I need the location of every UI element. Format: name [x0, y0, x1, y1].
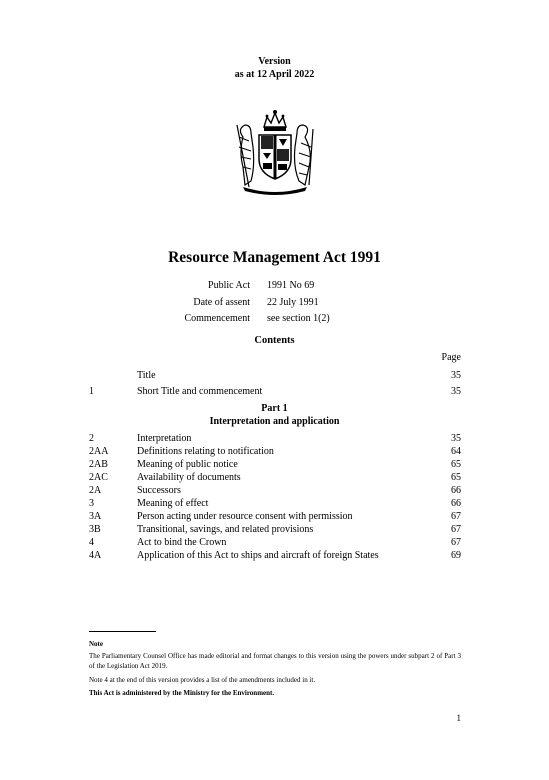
meta-label: Date of assent: [193, 296, 250, 308]
entry-label: Interpretation: [137, 433, 192, 444]
meta-value: 22 July 1991: [267, 296, 319, 308]
entry-number: 3: [89, 498, 94, 509]
entry-label: Successors: [137, 485, 181, 496]
meta-row-date-of-assent: [0, 295, 549, 312]
part-number: Part 1: [261, 403, 288, 414]
version-header: [0, 55, 549, 81]
entry-page: 67: [451, 511, 461, 522]
entry-page: 66: [451, 498, 461, 509]
version-date: as at 12 April 2022: [234, 69, 315, 80]
meta-label: Public Act: [208, 280, 250, 291]
contents-heading: Contents: [254, 335, 295, 346]
entry-number: [89, 369, 137, 382]
page-number: 1: [456, 713, 461, 723]
entry-label: Definitions relating to notification: [137, 446, 274, 457]
coat-of-arms-icon: [229, 107, 321, 195]
note-amendments-text: Note 4 at the end of this version provides a list of the amendments included in it.: [89, 676, 316, 684]
act-title: Resource Management Act 1991: [168, 249, 381, 266]
contents-entry-2ab[interactable]: [89, 458, 461, 471]
entry-page: 65: [451, 459, 461, 470]
page-column-heading: Page: [441, 352, 461, 363]
entry-number: 3B: [89, 524, 101, 535]
entry-label: Application of this Act to ships and aircraft of foreign States: [137, 550, 379, 561]
entry-label: Meaning of public notice: [137, 459, 238, 470]
contents-entry-4[interactable]: [89, 536, 461, 549]
contents-entry-4a[interactable]: [89, 549, 461, 562]
contents-entry-title[interactable]: [89, 369, 461, 382]
entry-page: 67: [451, 537, 461, 548]
note-editorial-text: The Parliamentary Counsel Office has made editorial and format changes to this version using the powers under subpart 2 of Part 3 of the Legislation Act 2019.: [89, 652, 461, 670]
entry-label: Availability of documents: [137, 472, 241, 483]
entry-page: 35: [451, 370, 461, 381]
contents-entry-2a[interactable]: [89, 484, 461, 497]
contents-entry-1[interactable]: [89, 385, 461, 398]
part-title: Interpretation and application: [209, 416, 340, 427]
entry-label: Person acting under resource consent with permission: [137, 511, 353, 522]
meta-row-commencement: [0, 311, 549, 328]
entry-page: 65: [451, 472, 461, 483]
entry-label: Transitional, savings, and related provisions: [137, 524, 314, 535]
note-administration-text: This Act is administered by the Ministry for the Environment.: [89, 689, 275, 697]
entry-label: Short Title and commencement: [137, 386, 263, 397]
entry-number: 2AB: [89, 459, 108, 470]
contents-entry-2aa[interactable]: [89, 445, 461, 458]
entry-page: 69: [451, 550, 461, 561]
meta-row-public-act: [0, 278, 549, 295]
entry-number: 2A: [89, 485, 102, 496]
entry-page: 35: [451, 433, 461, 444]
entry-page: 64: [451, 446, 461, 457]
note-divider: [89, 631, 156, 632]
entry-number: 2AC: [89, 472, 108, 483]
contents-entry-3a[interactable]: [89, 510, 461, 523]
contents-entry-2ac[interactable]: [89, 471, 461, 484]
act-metadata: [0, 278, 549, 328]
meta-label: Commencement: [184, 313, 250, 324]
meta-value: see section 1(2): [267, 313, 330, 324]
entry-page: 67: [451, 524, 461, 535]
note-heading: Note: [89, 640, 103, 648]
version-label: Version: [258, 56, 291, 67]
entry-number: 3A: [89, 511, 102, 522]
entry-number: 2: [89, 433, 94, 444]
entry-label: Title: [137, 370, 156, 381]
entry-number: 4A: [89, 550, 102, 561]
meta-value: 1991 No 69: [267, 280, 315, 291]
entry-label: Meaning of effect: [137, 498, 209, 509]
entry-page: 35: [451, 386, 461, 397]
entry-number: 1: [89, 386, 94, 397]
entry-label: Act to bind the Crown: [137, 537, 227, 548]
contents-entry-3b[interactable]: [89, 523, 461, 536]
entry-number: 4: [89, 537, 94, 548]
contents-entry-3[interactable]: [89, 497, 461, 510]
entry-page: 66: [451, 485, 461, 496]
entry-number: 2AA: [89, 446, 109, 457]
contents-entry-2[interactable]: [89, 432, 461, 445]
